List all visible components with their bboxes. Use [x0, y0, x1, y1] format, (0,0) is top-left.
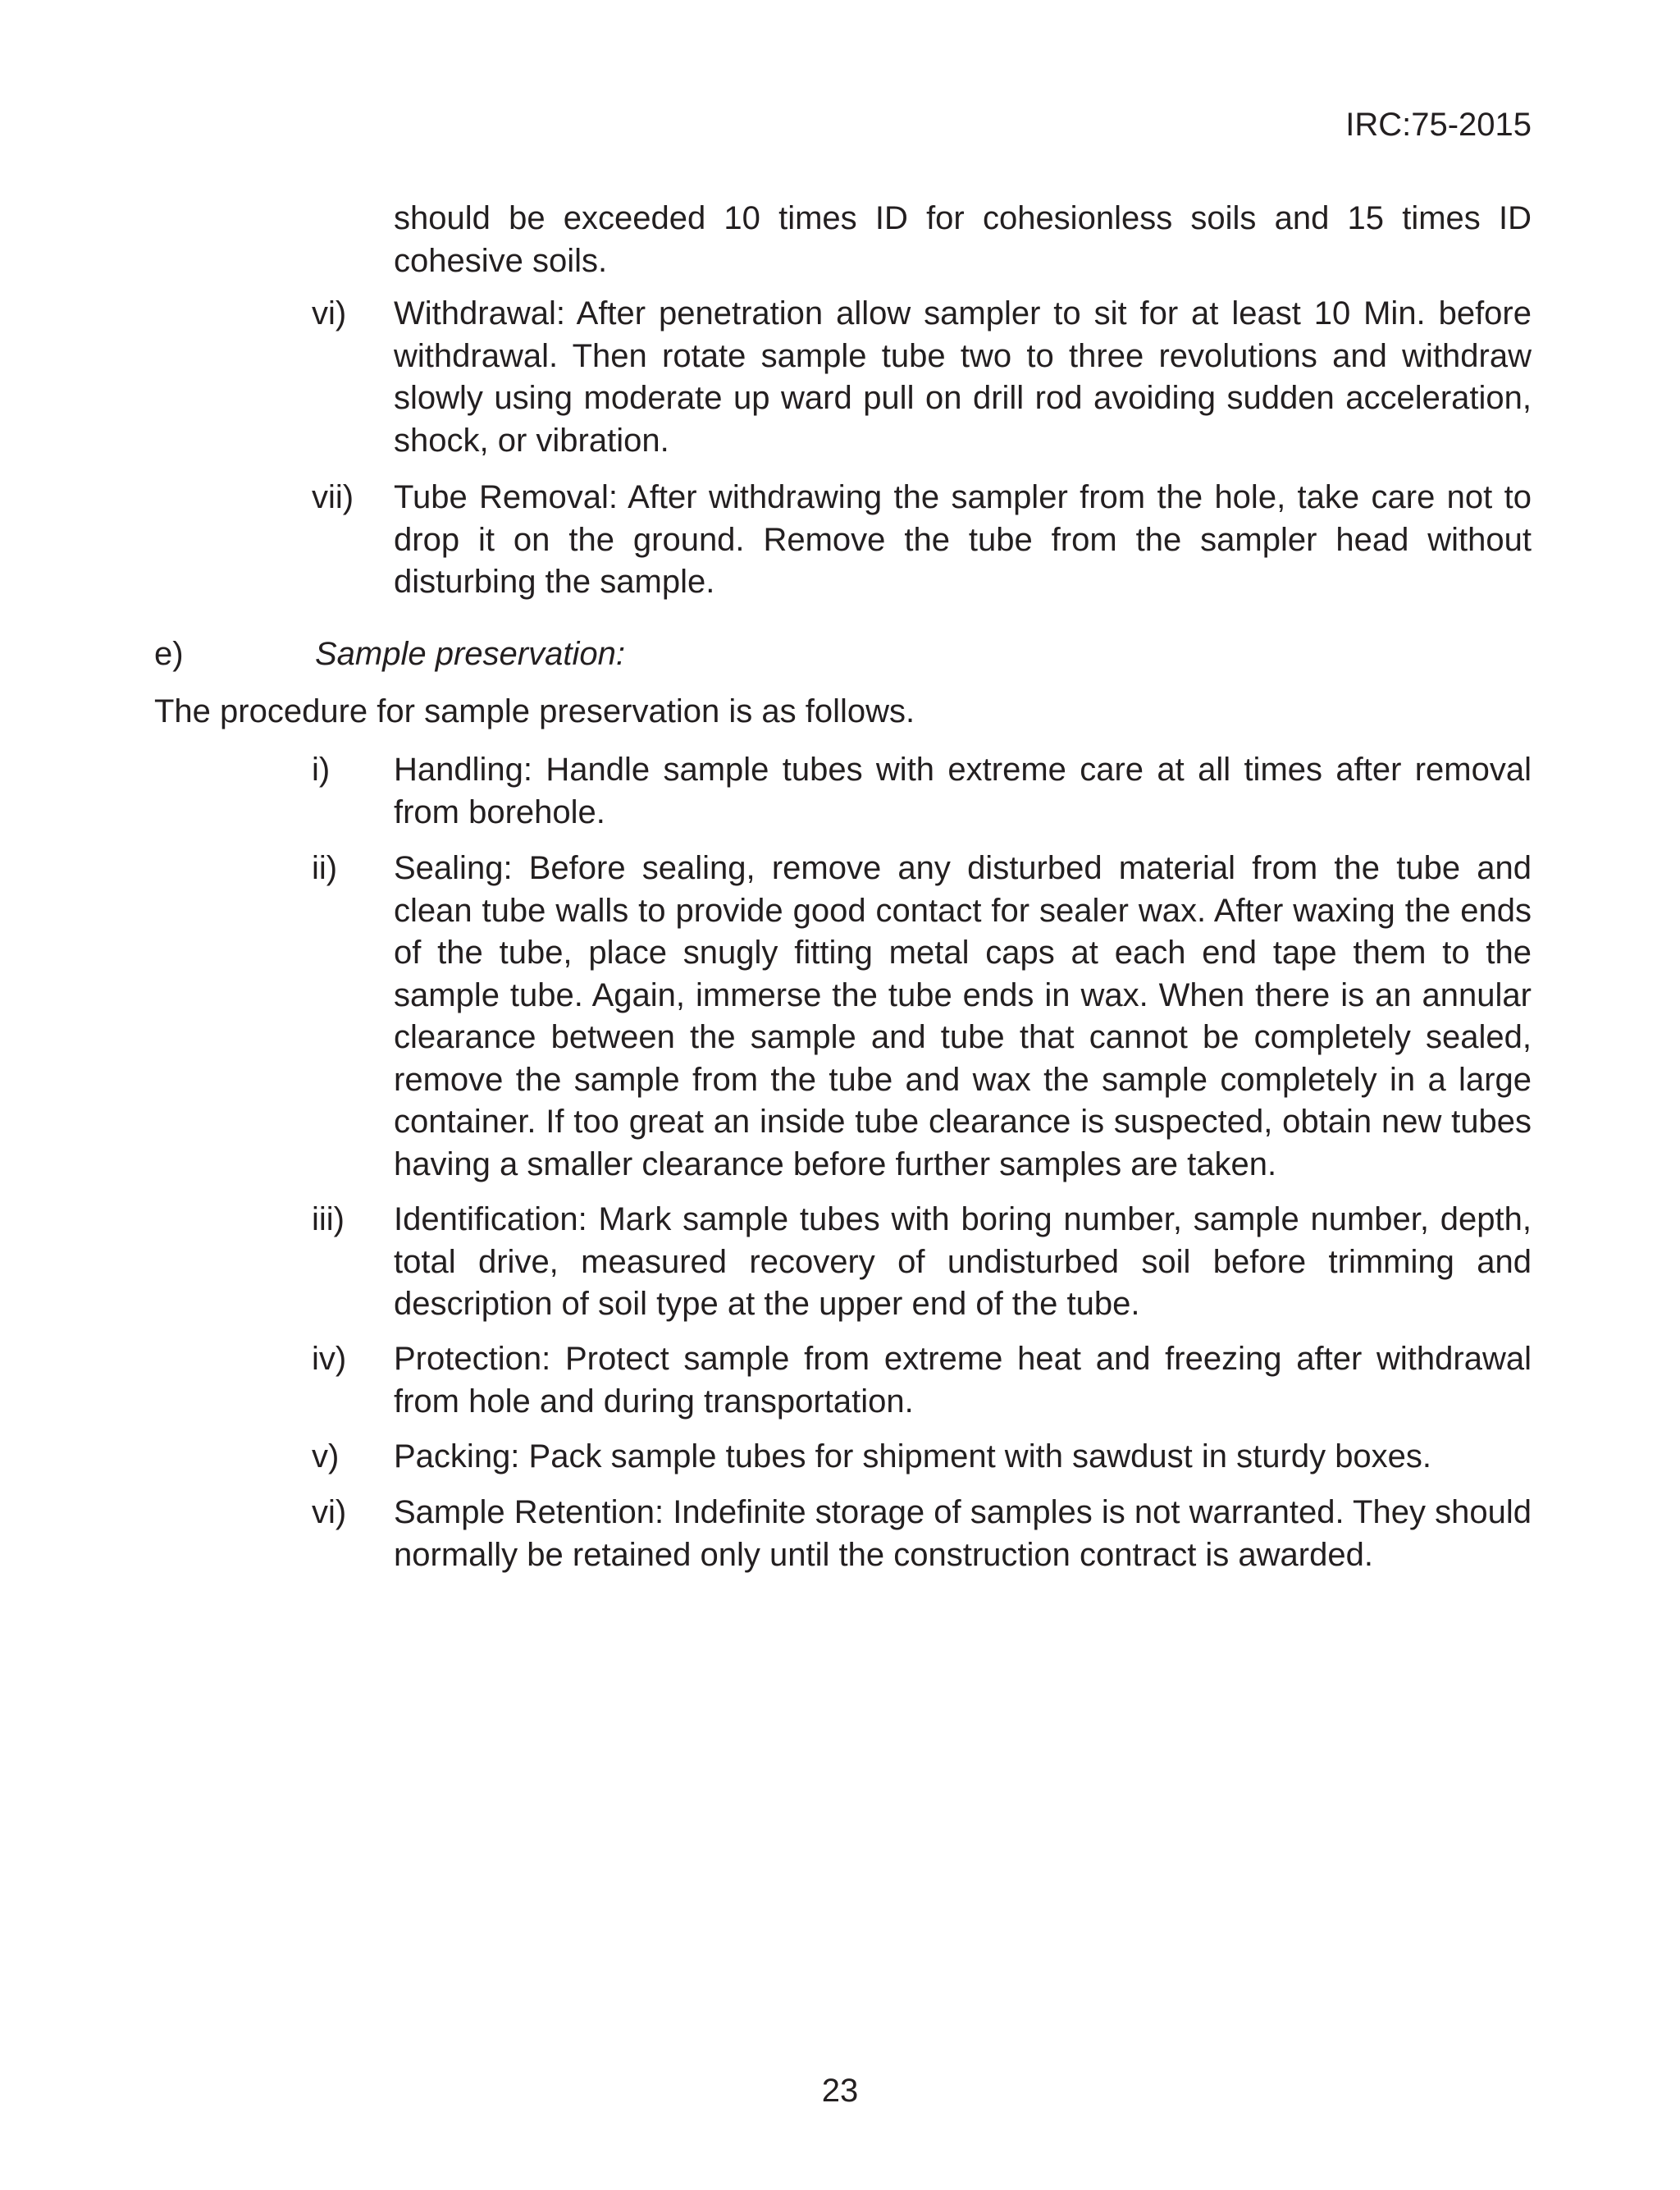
continuation-text: should be exceeded 10 times ID for cohesionless soils and 15 times ID cohesive soils.	[394, 200, 1532, 279]
list-item-text: Packing: Pack sample tubes for shipment with sawdust in sturdy boxes.	[394, 1438, 1432, 1474]
list-item-packing	[312, 1436, 1532, 1479]
list-item-number: vi)	[312, 295, 347, 331]
list-item-identification	[312, 1199, 1532, 1326]
list-item-tube-removal	[312, 477, 1532, 604]
section-title: Sample preservation:	[315, 636, 625, 672]
list-item-protection	[312, 1338, 1532, 1423]
list-item-text: Identification: Mark sample tubes with boring number, sample number, depth, total drive, measured recovery of undisturbed soil before trimming and description of soil type at the upper end of the tube.	[394, 1201, 1532, 1322]
list-item-text: Handling: Handle sample tubes with extreme care at all times after removal from borehole.	[394, 752, 1532, 830]
list-item-text: Withdrawal: After penetration allow sampler to sit for at least 10 Min. before withdrawal. Then rotate sample tube two to three revolutions and withdraw slowly using moderate up ward pull on drill rod avoiding sudden acceleration, shock, or vibration.	[394, 295, 1532, 459]
section-intro: The procedure for sample preservation is as follows.	[154, 693, 915, 729]
list-item-sample-retention	[312, 1492, 1532, 1576]
list-item-number: iii)	[312, 1201, 345, 1237]
list-item-withdrawal	[312, 293, 1532, 462]
list-item-number: ii)	[312, 850, 338, 886]
list-item-sealing	[312, 848, 1532, 1186]
document-code: IRC:75-2015	[1345, 107, 1532, 143]
list-item-handling	[312, 749, 1532, 834]
list-item-text: Sealing: Before sealing, remove any disturbed material from the tube and clean tube walls to provide good contact for sealer wax. After waxing the ends of the tube, place snugly fitting metal caps at each end tape them to the sample tube. Again, immerse the tube ends in wax. When there is an annular clearance between the sample and tube that cannot be completely sealed, remove the sample from the tube and wax the sample completely in a large container. If too great an inside tube clearance is suspected, obtain new tubes having a smaller clearance before further samples are taken.	[394, 850, 1532, 1182]
list-item-text: Protection: Protect sample from extreme heat and freezing after withdrawal from hole and during transportation.	[394, 1341, 1532, 1420]
list-item-text: Tube Removal: After withdrawing the sampler from the hole, take care not to drop it on the ground. Remove the tube from the sampler head without disturbing the sample.	[394, 479, 1532, 600]
list-item-number: vii)	[312, 479, 354, 515]
list-item-number: i)	[312, 752, 331, 788]
list-item-number: vi)	[312, 1494, 347, 1530]
list-item-number: iv)	[312, 1341, 347, 1377]
list-item-number: v)	[312, 1438, 340, 1474]
page-number: 23	[821, 2073, 859, 2109]
list-item-text: Sample Retention: Indefinite storage of samples is not warranted. They should normally be retained only until the construction contract is awarded.	[394, 1494, 1532, 1573]
continuation-paragraph	[312, 198, 1532, 282]
section-letter: e)	[154, 636, 184, 672]
